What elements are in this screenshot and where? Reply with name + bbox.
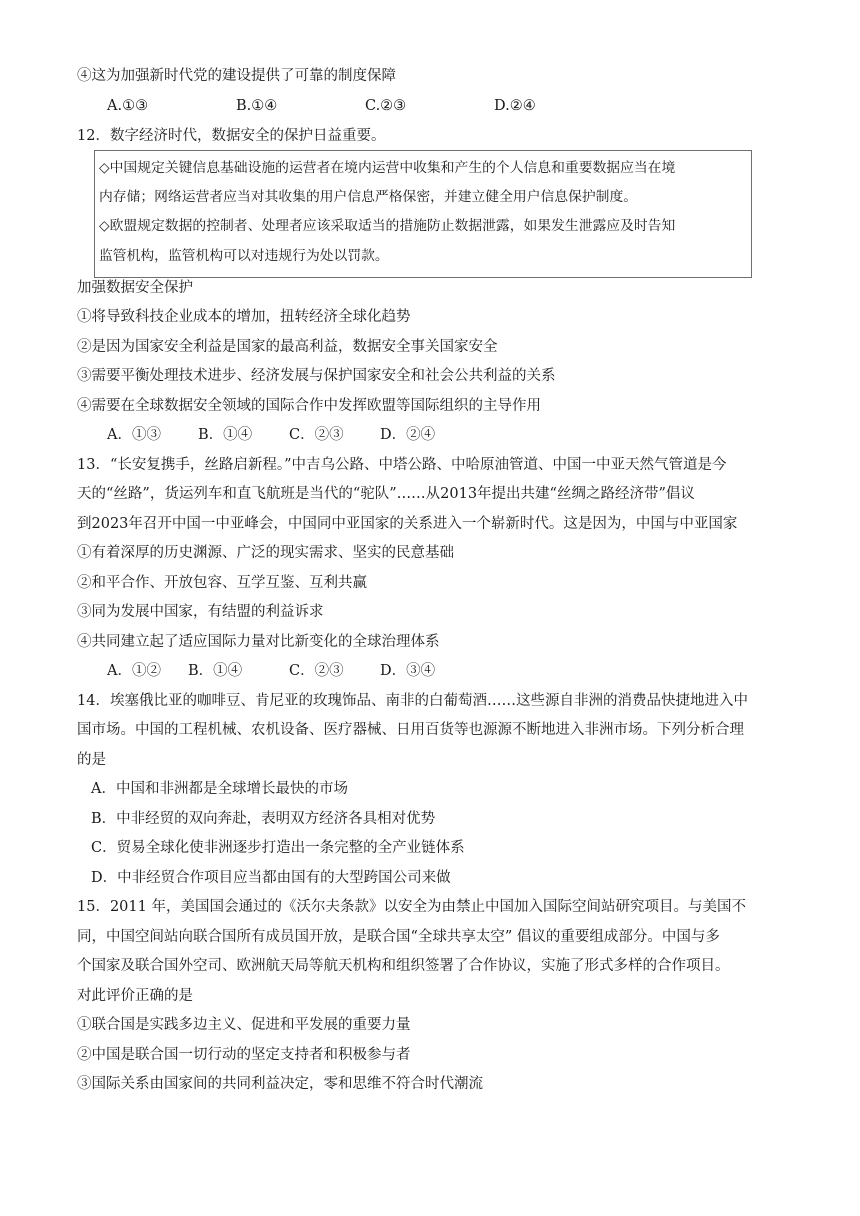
q14-stem-line: 14．埃塞俄比亚的咖啡豆、肯尼亚的玫瑰饰品、南非的白葡萄酒……这些源自非洲的消费品快捷地进入中 <box>77 693 748 709</box>
q12-statement-1: ①将导致科技企业成本的增加，扭转经济全球化趋势 <box>77 309 411 325</box>
q11-statement-4: ④这为加强新时代党的建设提供了可靠的制度保障 <box>77 68 396 84</box>
q15-stem-line: 对此评价正确的是 <box>77 988 193 1004</box>
q13-option-d[interactable]: D．③④ <box>380 663 436 679</box>
q15-statement-3: ③国际关系由国家间的共同利益决定，零和思维不符合时代潮流 <box>77 1076 483 1092</box>
q12-statement-2: ②是因为国家安全利益是国家的最高利益，数据安全事关国家安全 <box>77 339 498 355</box>
q12-option-c[interactable]: C．②③ <box>289 427 344 443</box>
q14-choice-c[interactable]: C．贸易全球化使非洲逐步打造出一条完整的全产业链体系 <box>91 840 465 856</box>
q14-stem-line: 的是 <box>77 752 106 768</box>
q12-option-a[interactable]: A．①③ <box>107 427 161 443</box>
q12-statement-4: ④需要在全球数据安全领域的国际合作中发挥欧盟等国际组织的主导作用 <box>77 398 541 414</box>
q13-statement-4: ④共同建立起了适应国际力量对比新变化的全球治理体系 <box>77 634 440 650</box>
q14-stem-line: 国市场。中国的工程机械、农机设备、医疗器械、日用百货等也源源不断地进入非洲市场。下列分析合理 <box>77 722 744 738</box>
q12-box-line: 监管机构，监管机构可以对违规行为处以罚款。 <box>99 248 389 264</box>
q11-option-c[interactable]: C.②③ <box>365 98 407 114</box>
q11-option-a[interactable]: A.①③ <box>107 98 149 114</box>
q12-statement-3: ③需要平衡处理技术进步、经济发展与保护国家安全和社会公共利益的关系 <box>77 368 556 384</box>
q15-stem-line: 个国家及联合国外空司、欧洲航天局等航天机构和组织签署了合作协议，实施了形式多样的合作项目。 <box>77 958 730 974</box>
q11-option-d[interactable]: D.②④ <box>494 98 536 114</box>
q11-option-b[interactable]: B.①④ <box>236 98 278 114</box>
q12-box-line: 内存储；网络运营者应当对其收集的用户信息严格保密，并建立健全用户信息保护制度。 <box>99 189 638 205</box>
q13-statement-2: ②和平合作、开放包容、互学互鉴、互利共赢 <box>77 575 367 591</box>
q12-lead: 加强数据安全保护 <box>77 280 193 296</box>
q15-stem-line: 同，中国空间站向联合国所有成员国开放，是联合国“全球共享太空” 倡议的重要组成部分。中国与多 <box>77 929 720 945</box>
q12-material-box <box>94 150 752 278</box>
q13-option-c[interactable]: C．②③ <box>289 663 344 679</box>
q15-statement-2: ②中国是联合国一切行动的坚定支持者和积极参与者 <box>77 1047 411 1063</box>
q12-option-d[interactable]: D．②④ <box>380 427 436 443</box>
q14-choice-a[interactable]: A．中国和非洲都是全球增长最快的市场 <box>91 781 348 797</box>
q15-statement-1: ①联合国是实践多边主义、促进和平发展的重要力量 <box>77 1017 411 1033</box>
q12-box-line: ◇中国规定关键信息基础设施的运营者在境内运营中收集和产生的个人信息和重要数据应当在境 <box>99 160 676 176</box>
q13-statement-1: ①有着深厚的历史渊源、广泛的现实需求、坚实的民意基础 <box>77 545 454 561</box>
q12-box-line: ◇欧盟规定数据的控制者、处理者应该采取适当的措施防止数据泄露，如果发生泄露应及时告知 <box>99 218 676 234</box>
q13-statement-3: ③同为发展中国家，有结盟的利益诉求 <box>77 604 324 620</box>
q14-choice-b[interactable]: B．中非经贸的双向奔赴，表明双方经济各具相对优势 <box>91 811 436 827</box>
q15-stem-line: 15．2011 年，美国国会通过的《沃尔夫条款》以安全为由禁止中国加入国际空间站研究项目。与美国不 <box>77 899 746 915</box>
q13-stem-line: 到2023年召开中国一中亚峰会，中国同中亚国家的关系进入一个崭新时代。这是因为，中国与中亚国家 <box>77 516 738 532</box>
q13-option-b[interactable]: B．①④ <box>188 663 243 679</box>
q13-stem-line: 天的“丝路”，货运列车和直飞航班是当代的“驼队”……从2013年提出共建“丝绸之路经济带”倡议 <box>77 486 695 502</box>
q12-option-b[interactable]: B．①④ <box>198 427 253 443</box>
q12-stem: 12．数字经济时代，数据安全的保护日益重要。 <box>77 128 386 144</box>
q13-stem-line: 13．“长安复携手，丝路启新程。”中吉乌公路、中塔公路、中哈原油管道、中国一中亚天然气管道是今 <box>77 457 727 473</box>
q13-option-a[interactable]: A．①② <box>107 663 161 679</box>
q14-choice-d[interactable]: D．中非经贸合作项目应当都由国有的大型跨国公司来做 <box>91 870 451 886</box>
